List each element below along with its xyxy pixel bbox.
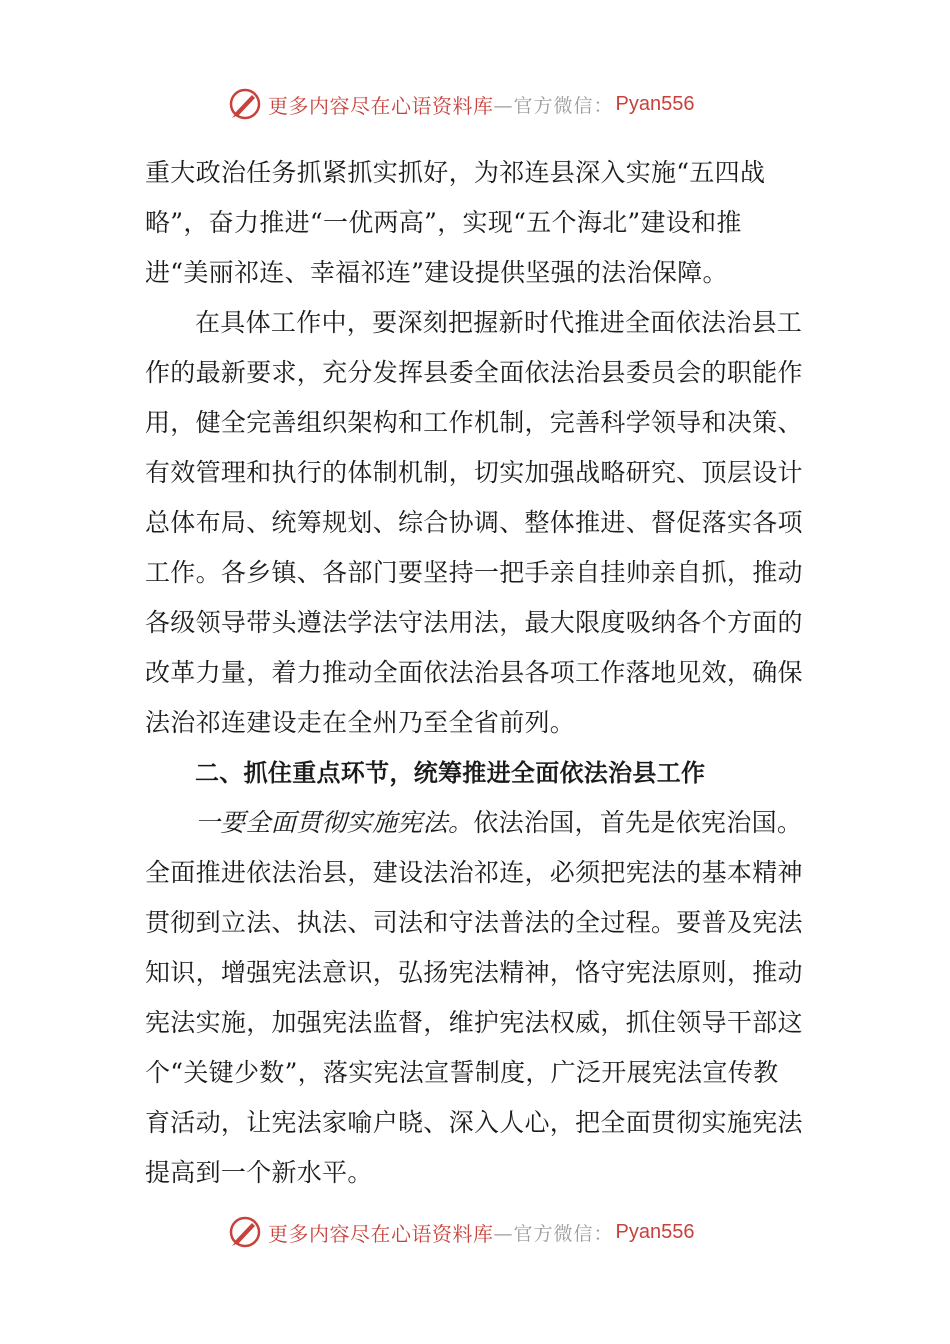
text-line: 在具体工作中，要深刻把握新时代推进全面依法治县工	[195, 308, 803, 337]
text-line: 改革力量，着力推动全面依法治县各项工作落地见效，确保	[145, 658, 803, 687]
wechat-id: Pyan556	[615, 1220, 695, 1243]
text-line: 各级领导带头遵法学法守法用法，最大限度吸纳各个方面的	[145, 608, 803, 637]
text-line: 有效管理和执行的体制机制，切实加强战略研究、顶层设计	[145, 458, 803, 487]
pen-logo-icon	[228, 1215, 262, 1249]
brand-text: 更多内容尽在心语资料库	[268, 93, 494, 118]
paragraph-1	[145, 148, 815, 298]
first-line-rest: 依法治国，首先是依宪治国。	[473, 808, 803, 837]
text-line: 宪法实施，加强宪法监督，维护宪法权威，抓住领导干部这	[145, 1008, 803, 1037]
header-banner	[228, 84, 694, 124]
text-line: 工作。各乡镇、各部门要坚持一把手亲自挂帅亲自抓，推动	[145, 558, 803, 587]
text-line: 提高到一个新水平。	[145, 1158, 373, 1187]
brand-text: 更多内容尽在心语资料库	[268, 1221, 494, 1246]
paragraph-lead: 一要全面贯彻实施宪法。	[195, 808, 474, 837]
pen-logo-icon	[228, 87, 262, 121]
text-line: 总体布局、统筹规划、综合协调、整体推进、督促落实各项	[145, 508, 803, 537]
footer-banner	[228, 1212, 694, 1252]
text-line: 全面推进依法治县，建设法治祁连，必须把宪法的基本精神	[145, 858, 803, 887]
paragraph-2	[145, 298, 815, 748]
text-line: 法治祁连建设走在全州乃至全省前列。	[145, 708, 576, 737]
section-heading: 二、抓住重点环节，统筹推进全面依法治县工作	[195, 759, 706, 787]
text-line: 进“美丽祁连、幸福祁连”建设提供坚强的法治保障。	[145, 258, 728, 287]
text-line-first	[145, 798, 815, 848]
text-line: 贯彻到立法、执法、司法和守法普法的全过程。要普及宪法	[145, 908, 803, 937]
paragraph-3	[145, 798, 815, 1198]
text-line: 略”，奋力推进“一优两高”，实现“五个海北”建设和推	[145, 208, 742, 237]
wechat-id: Pyan556	[615, 92, 695, 115]
text-line: 知识，增强宪法意识，弘扬宪法精神，恪守宪法原则，推动	[145, 958, 803, 987]
document-body	[145, 148, 815, 1198]
text-line: 育活动，让宪法家喻户晓、深入人心，把全面贯彻实施宪法	[145, 1108, 803, 1137]
text-line: 用，健全完善组织架构和工作机制，完善科学领导和决策、	[145, 408, 803, 437]
text-line: 重大政治任务抓紧抓实抓好，为祁连县深入实施“五四战	[145, 158, 766, 187]
text-line: 作的最新要求，充分发挥县委全面依法治县委员会的职能作	[145, 358, 803, 387]
wechat-label: —官方微信：	[493, 94, 614, 117]
text-line: 个“关键少数”，落实宪法宣誓制度，广泛开展宪法宣传教	[145, 1058, 779, 1087]
wechat-label: —官方微信：	[493, 1222, 614, 1245]
